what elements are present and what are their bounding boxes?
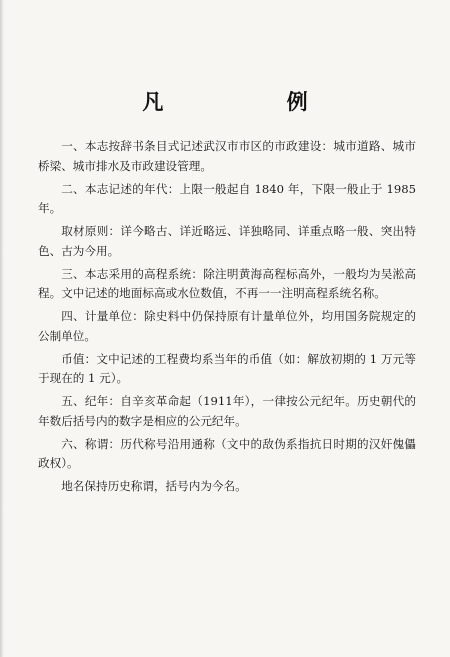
- paragraph-3-selection-principle: 取材原则：详今略古、详近略远、详独略同、详重点略一般、突出特色、古为今用。: [38, 224, 416, 258]
- paragraph-9-place-names: 地名保持历史称谓，括号内为今名。: [61, 479, 247, 493]
- paragraph-7-chronology: 五、纪年：自辛亥革命起（1911年），一律按公元纪年。历史朝代的年数后括号内的数字是相应的公元纪年。: [38, 394, 416, 428]
- document-body: [38, 137, 416, 500]
- paragraph-5-units: 四、计量单位：除史料中仍保持原有计量单位外，均用国务院规定的公制单位。: [38, 309, 416, 343]
- paragraph-1-scope: 一、本志按辞书条目式记述武汉市市区的市政建设：城市道路、城市桥梁、城市排水及市政建设管理。: [38, 139, 416, 173]
- paragraph-6-currency: 币值：文中记述的工程费均系当年的币值（如：解放初期的 1 万元等于现在的 1 元）。: [38, 351, 416, 385]
- paragraph-2-period: 二、本志记述的年代：上限一般起自 1840 年，下限一般止于 1985 年。: [38, 181, 416, 215]
- paragraph-4-elevation-system: 三、本志采用的高程系统：除注明黄海高程标高外，一般均为吴淞高程。文中记述的地面标高或水位数值，不再一一注明高程系统名称。: [38, 266, 416, 300]
- paragraph-8-titles: 六、称谓：历代称号沿用通称（文中的敌伪系指抗日时期的汉奸傀儡政权）。: [38, 436, 416, 470]
- page-title: 凡 例: [142, 89, 366, 114]
